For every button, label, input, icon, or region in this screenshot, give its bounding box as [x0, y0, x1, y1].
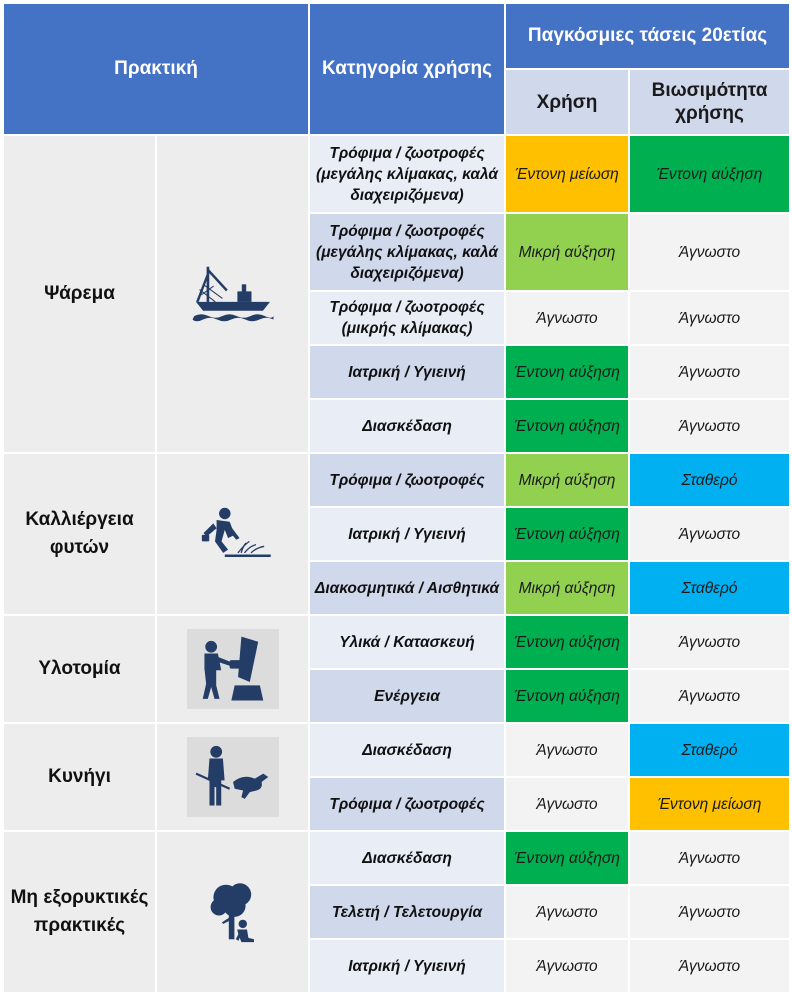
use-category: Ενέργεια: [309, 669, 505, 723]
use-trend: Άγνωστο: [505, 939, 629, 993]
header-sustainability: Βιωσιμότητα χρήσης: [629, 69, 790, 135]
use-category: Τελετή / Τελετουργία: [309, 885, 505, 939]
use-category: Τρόφιμα / ζωοτροφές (μεγάλης κλίμακας, καλά διαχειριζόμενα): [309, 213, 505, 291]
sustainability-trend: Άγνωστο: [629, 213, 790, 291]
sustainability-trend: Έντονη αύξηση: [629, 135, 790, 213]
use-trend: Άγνωστο: [505, 291, 629, 345]
sustainability-trend: Έντονη μείωση: [629, 777, 790, 831]
use-trend: Έντονη αύξηση: [505, 345, 629, 399]
use-trend: Έντονη αύξηση: [505, 669, 629, 723]
fishing-boat-icon: [185, 259, 281, 329]
use-trend: Άγνωστο: [505, 777, 629, 831]
sustainability-trend: Άγνωστο: [629, 615, 790, 669]
practice-name: Καλλιέργεια φυτών: [3, 453, 156, 615]
sustainability-trend: Σταθερό: [629, 453, 790, 507]
sustainability-trend: Άγνωστο: [629, 831, 790, 885]
trends-table: [2, 2, 791, 994]
sustainability-trend: Σταθερό: [629, 723, 790, 777]
trends-table-wrapper: [2, 2, 791, 994]
use-trend: Άγνωστο: [505, 885, 629, 939]
sustainability-trend: Σταθερό: [629, 561, 790, 615]
use-category: Τρόφιμα / ζωοτροφές: [309, 453, 505, 507]
use-trend: Έντονη αύξηση: [505, 615, 629, 669]
use-category: Ιατρική / Υγιεινή: [309, 939, 505, 993]
sustainability-trend: Άγνωστο: [629, 939, 790, 993]
table-row: [3, 453, 790, 507]
practice-name: Ψάρεμα: [3, 135, 156, 453]
use-trend: Έντονη αύξηση: [505, 399, 629, 453]
table-body: [3, 135, 790, 993]
use-category: Διασκέδαση: [309, 399, 505, 453]
use-trend: Έντονη αύξηση: [505, 831, 629, 885]
sustainability-trend: Άγνωστο: [629, 291, 790, 345]
use-category: Ιατρική / Υγιεινή: [309, 345, 505, 399]
use-category: Τρόφιμα / ζωοτροφές (μικρής κλίμακας): [309, 291, 505, 345]
person-under-tree-icon: [194, 876, 272, 948]
use-trend: Έντονη μείωση: [505, 135, 629, 213]
practice-icon-cell: [156, 831, 309, 993]
practice-icon-cell: [156, 723, 309, 831]
practice-name: Υλοτομία: [3, 615, 156, 723]
use-category: Τρόφιμα / ζωοτροφές (μεγάλης κλίμακας, καλά διαχειριζόμενα): [309, 135, 505, 213]
use-category: Υλικά / Κατασκευή: [309, 615, 505, 669]
use-category: Τρόφιμα / ζωοτροφές: [309, 777, 505, 831]
logger-icon: [187, 629, 279, 709]
table-row: [3, 831, 790, 885]
sustainability-trend: Άγνωστο: [629, 885, 790, 939]
use-category: Ιατρική / Υγιεινή: [309, 507, 505, 561]
table-row: [3, 723, 790, 777]
sustainability-trend: Άγνωστο: [629, 345, 790, 399]
practice-icon-cell: [156, 135, 309, 453]
use-trend: Μικρή αύξηση: [505, 453, 629, 507]
use-trend: Άγνωστο: [505, 723, 629, 777]
sustainability-trend: Άγνωστο: [629, 399, 790, 453]
use-trend: Έντονη αύξηση: [505, 507, 629, 561]
sustainability-trend: Άγνωστο: [629, 669, 790, 723]
header-use: Χρήση: [505, 69, 629, 135]
sustainability-trend: Άγνωστο: [629, 507, 790, 561]
practice-name: Μη εξορυκτικές πρακτικές: [3, 831, 156, 993]
header-practice: Πρακτική: [3, 3, 309, 135]
header-category: Κατηγορία χρήσης: [309, 3, 505, 135]
header-trends: Παγκόσμιες τάσεις 20ετίας: [505, 3, 790, 69]
use-trend: Μικρή αύξηση: [505, 561, 629, 615]
practice-icon-cell: [156, 615, 309, 723]
hunter-icon: [187, 737, 279, 817]
use-category: Διακοσμητικά / Αισθητικά: [309, 561, 505, 615]
gardener-icon: [188, 501, 278, 567]
table-row: [3, 615, 790, 669]
use-trend: Μικρή αύξηση: [505, 213, 629, 291]
practice-name: Κυνήγι: [3, 723, 156, 831]
use-category: Διασκέδαση: [309, 831, 505, 885]
practice-icon-cell: [156, 453, 309, 615]
use-category: Διασκέδαση: [309, 723, 505, 777]
table-row: [3, 135, 790, 213]
